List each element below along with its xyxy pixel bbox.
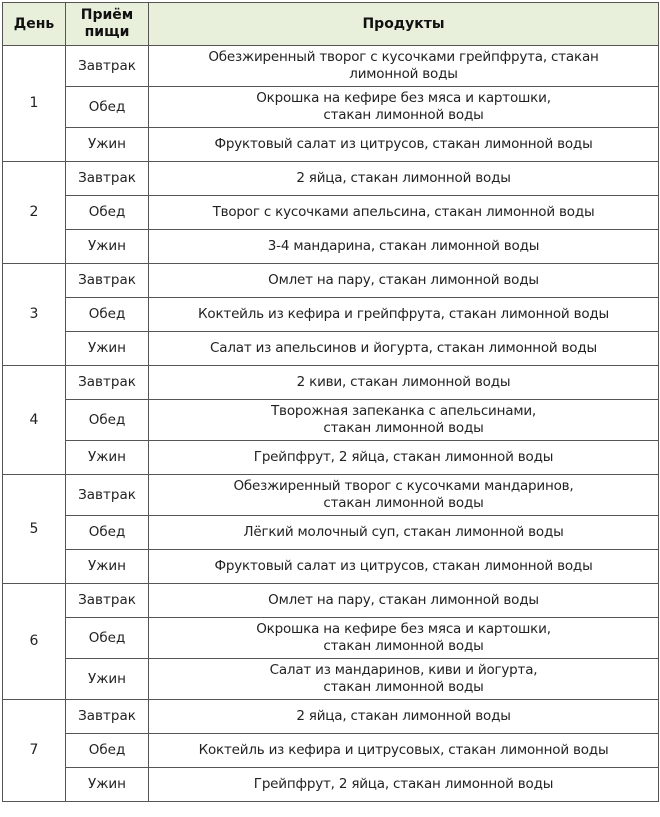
table-row (3, 230, 659, 264)
meal-name: Ужин (66, 230, 149, 264)
table-row (3, 87, 659, 128)
table-row (3, 618, 659, 659)
table-row (3, 516, 659, 550)
table-row (3, 400, 659, 441)
meal-products: Обезжиренный творог с кусочками мандаринов, стакан лимонной воды (149, 475, 659, 516)
table-row (3, 46, 659, 87)
meal-name: Обед (66, 618, 149, 659)
diet-table (2, 2, 659, 802)
meal-name: Завтрак (66, 366, 149, 400)
meal-products: Грейпфрут, 2 яйца, стакан лимонной воды (149, 441, 659, 475)
meal-name: Завтрак (66, 700, 149, 734)
day-number: 1 (3, 46, 66, 162)
meal-name: Завтрак (66, 475, 149, 516)
table-row (3, 196, 659, 230)
table-row (3, 162, 659, 196)
meal-name: Ужин (66, 441, 149, 475)
meal-name: Завтрак (66, 264, 149, 298)
meal-products: Окрошка на кефире без мяса и картошки, стакан лимонной воды (149, 618, 659, 659)
table-row (3, 475, 659, 516)
meal-name: Ужин (66, 659, 149, 700)
table-row (3, 734, 659, 768)
meal-products: 2 яйца, стакан лимонной воды (149, 700, 659, 734)
meal-products: Фруктовый салат из цитрусов, стакан лимонной воды (149, 550, 659, 584)
table-row (3, 332, 659, 366)
meal-products: Лёгкий молочный суп, стакан лимонной воды (149, 516, 659, 550)
table-row (3, 298, 659, 332)
table-row (3, 366, 659, 400)
meal-name: Обед (66, 298, 149, 332)
meal-products: 3-4 мандарина, стакан лимонной воды (149, 230, 659, 264)
meal-products: Окрошка на кефире без мяса и картошки, стакан лимонной воды (149, 87, 659, 128)
meal-products: Творожная запеканка с апельсинами, стакан лимонной воды (149, 400, 659, 441)
meal-name: Обед (66, 400, 149, 441)
meal-products: Творог с кусочками апельсина, стакан лимонной воды (149, 196, 659, 230)
table-row (3, 768, 659, 802)
table-row (3, 441, 659, 475)
meal-products: Коктейль из кефира и цитрусовых, стакан лимонной воды (149, 734, 659, 768)
meal-name: Завтрак (66, 584, 149, 618)
meal-name: Ужин (66, 128, 149, 162)
day-number: 7 (3, 700, 66, 802)
table-row (3, 264, 659, 298)
day-number: 3 (3, 264, 66, 366)
meal-products: Омлет на пару, стакан лимонной воды (149, 264, 659, 298)
header-meal: Приём пищи (66, 3, 149, 46)
meal-products: Коктейль из кефира и грейпфрута, стакан лимонной воды (149, 298, 659, 332)
table-row (3, 128, 659, 162)
header-products: Продукты (149, 3, 659, 46)
table-row (3, 659, 659, 700)
meal-name: Завтрак (66, 162, 149, 196)
meal-products: 2 киви, стакан лимонной воды (149, 366, 659, 400)
day-number: 4 (3, 366, 66, 475)
day-number: 6 (3, 584, 66, 700)
meal-products: Фруктовый салат из цитрусов, стакан лимонной воды (149, 128, 659, 162)
table-row (3, 584, 659, 618)
meal-products: Омлет на пару, стакан лимонной воды (149, 584, 659, 618)
table-row (3, 700, 659, 734)
meal-products: Салат из апельсинов и йогурта, стакан лимонной воды (149, 332, 659, 366)
meal-name: Ужин (66, 550, 149, 584)
meal-name: Ужин (66, 768, 149, 802)
diet-table-container (2, 2, 659, 802)
day-number: 2 (3, 162, 66, 264)
meal-name: Обед (66, 87, 149, 128)
day-number: 5 (3, 475, 66, 584)
meal-name: Обед (66, 734, 149, 768)
table-row (3, 550, 659, 584)
meal-name: Завтрак (66, 46, 149, 87)
meal-products: 2 яйца, стакан лимонной воды (149, 162, 659, 196)
diet-table-body (3, 46, 659, 802)
meal-name: Обед (66, 196, 149, 230)
meal-products: Грейпфрут, 2 яйца, стакан лимонной воды (149, 768, 659, 802)
meal-products: Обезжиренный творог с кусочками грейпфрута, стакан лимонной воды (149, 46, 659, 87)
meal-products: Салат из мандаринов, киви и йогурта, стакан лимонной воды (149, 659, 659, 700)
meal-name: Ужин (66, 332, 149, 366)
header-day: День (3, 3, 66, 46)
header-row (3, 3, 659, 46)
meal-name: Обед (66, 516, 149, 550)
